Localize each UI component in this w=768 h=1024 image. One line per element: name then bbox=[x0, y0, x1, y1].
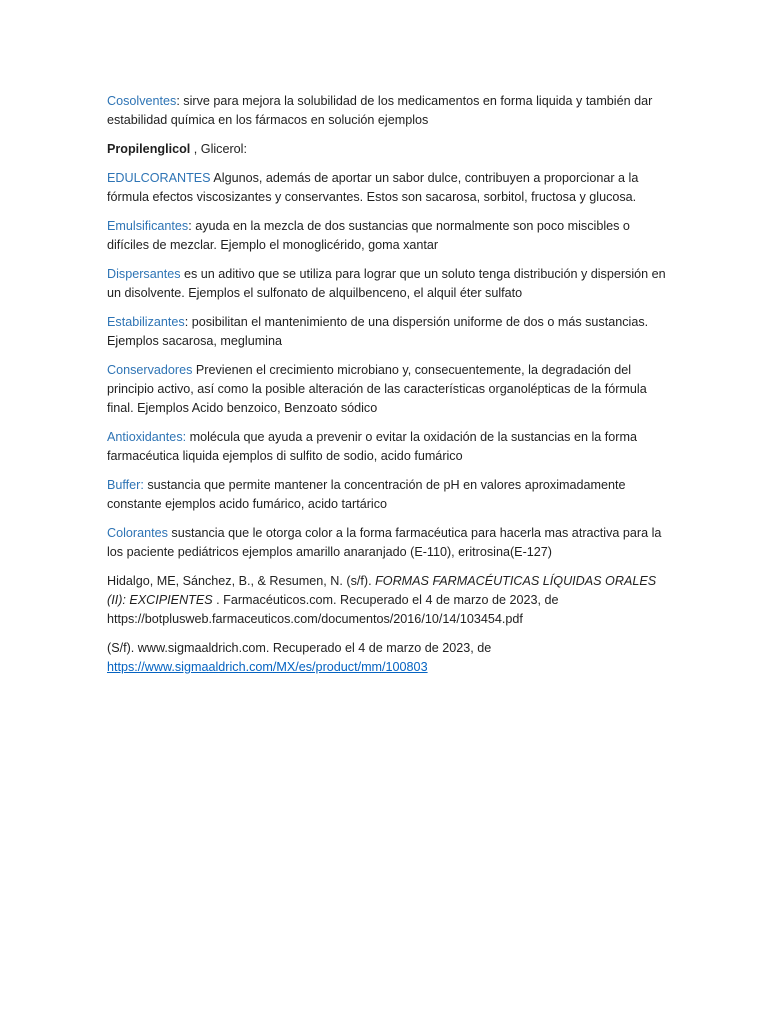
reference-title: FORMAS FARMACÉUTICAS LÍQUIDAS ORALES (II): EXCIPIENTES bbox=[107, 574, 657, 607]
reference-text: (S/f). www.sigmaaldrich.com. Recuperado el 4 de marzo de 2023, de bbox=[107, 641, 492, 655]
paragraph-buffer bbox=[107, 476, 667, 514]
reference-rest: . Farmacéuticos.com. Recuperado el 4 de marzo de 2023, de https://botplusweb.farmaceuticos.com/documentos/2016/10/14/103454.pdf bbox=[107, 593, 559, 626]
paragraph-text: sustancia que permite mantener la concentración de pH en valores aproximadamente constante ejemplos acido fumárico, acido tartárico bbox=[107, 478, 626, 511]
term-antioxidantes: Antioxidantes: bbox=[107, 430, 187, 444]
paragraph-dispersantes bbox=[107, 265, 667, 303]
paragraph-text: ayuda en la mezcla de dos sustancias que normalmente son poco miscibles o difíciles de mezclar. Ejemplo el monoglicérido, goma xantar bbox=[107, 219, 630, 252]
paragraph-propilenglicol bbox=[107, 140, 667, 159]
term-buffer: Buffer: bbox=[107, 478, 144, 492]
paragraph-text: sustancia que le otorga color a la forma farmacéutica para hacerla mas atractiva para la los paciente pediátricos ejemplos amarillo anaranjado (E-110), eritrosina(E-127) bbox=[107, 526, 662, 559]
reference-link[interactable]: https://www.sigmaaldrich.com/MX/es/product/mm/100803 bbox=[107, 660, 428, 674]
paragraph-conservadores bbox=[107, 361, 667, 418]
term-separator: : bbox=[188, 219, 192, 233]
reference-hidalgo bbox=[107, 572, 667, 629]
paragraph-text: posibilitan el mantenimiento de una dispersión uniforme de dos o más sustancias. Ejemplos sacarosa, meglumina bbox=[107, 315, 649, 348]
term-cosolventes: Cosolventes bbox=[107, 94, 177, 108]
term-emulsificantes: Emulsificantes bbox=[107, 219, 189, 233]
term-estabilizantes: Estabilizantes bbox=[107, 315, 185, 329]
term-separator: : bbox=[184, 315, 189, 329]
paragraph-antioxidantes bbox=[107, 428, 667, 466]
paragraph-emulsificantes bbox=[107, 217, 667, 255]
term-colorantes: Colorantes bbox=[107, 526, 168, 540]
bold-propilenglicol: Propilenglicol bbox=[107, 142, 191, 156]
document-page bbox=[107, 92, 667, 687]
paragraph-cosolventes bbox=[107, 92, 667, 130]
paragraph-text: Previenen el crecimiento microbiano y, consecuentemente, la degradación del principio activo, así como la posible alteración de las características organolépticas de la fórmula final. Ejemplos Acido benzoico, Benzoato sódico bbox=[107, 363, 647, 415]
term-dispersantes: Dispersantes bbox=[107, 267, 181, 281]
reference-authors: Hidalgo, ME, Sánchez, B., & Resumen, N. (s/f). bbox=[107, 574, 376, 588]
term-separator: : bbox=[176, 94, 180, 108]
paragraph-text: molécula que ayuda a prevenir o evitar la oxidación de la sustancias en la forma farmacéutica liquida ejemplos di sulfito de sodio, acido fumárico bbox=[107, 430, 637, 463]
paragraph-text: es un aditivo que se utiliza para lograr que un soluto tenga distribución y dispersión en un disolvente. Ejemplos el sulfonato de alquilbenceno, el alquil éter sulfato bbox=[107, 267, 666, 300]
paragraph-colorantes bbox=[107, 524, 667, 562]
paragraph-text: Algunos, además de aportar un sabor dulce, contribuyen a proporcionar a la fórmula efectos viscosizantes y conservantes. Estos son sacarosa, sorbitol, fructosa y glucosa. bbox=[107, 171, 639, 204]
term-conservadores: Conservadores bbox=[107, 363, 193, 377]
paragraph-edulcorantes bbox=[107, 169, 667, 207]
paragraph-text: sirve para mejora la solubilidad de los medicamentos en forma liquida y también dar estabilidad química en los fármacos en solución ejemplos bbox=[107, 94, 653, 127]
term-edulcorantes: EDULCORANTES bbox=[107, 171, 211, 185]
paragraph-text: , Glicerol: bbox=[190, 142, 247, 156]
reference-sigmaaldrich bbox=[107, 639, 667, 677]
paragraph-estabilizantes bbox=[107, 313, 667, 351]
